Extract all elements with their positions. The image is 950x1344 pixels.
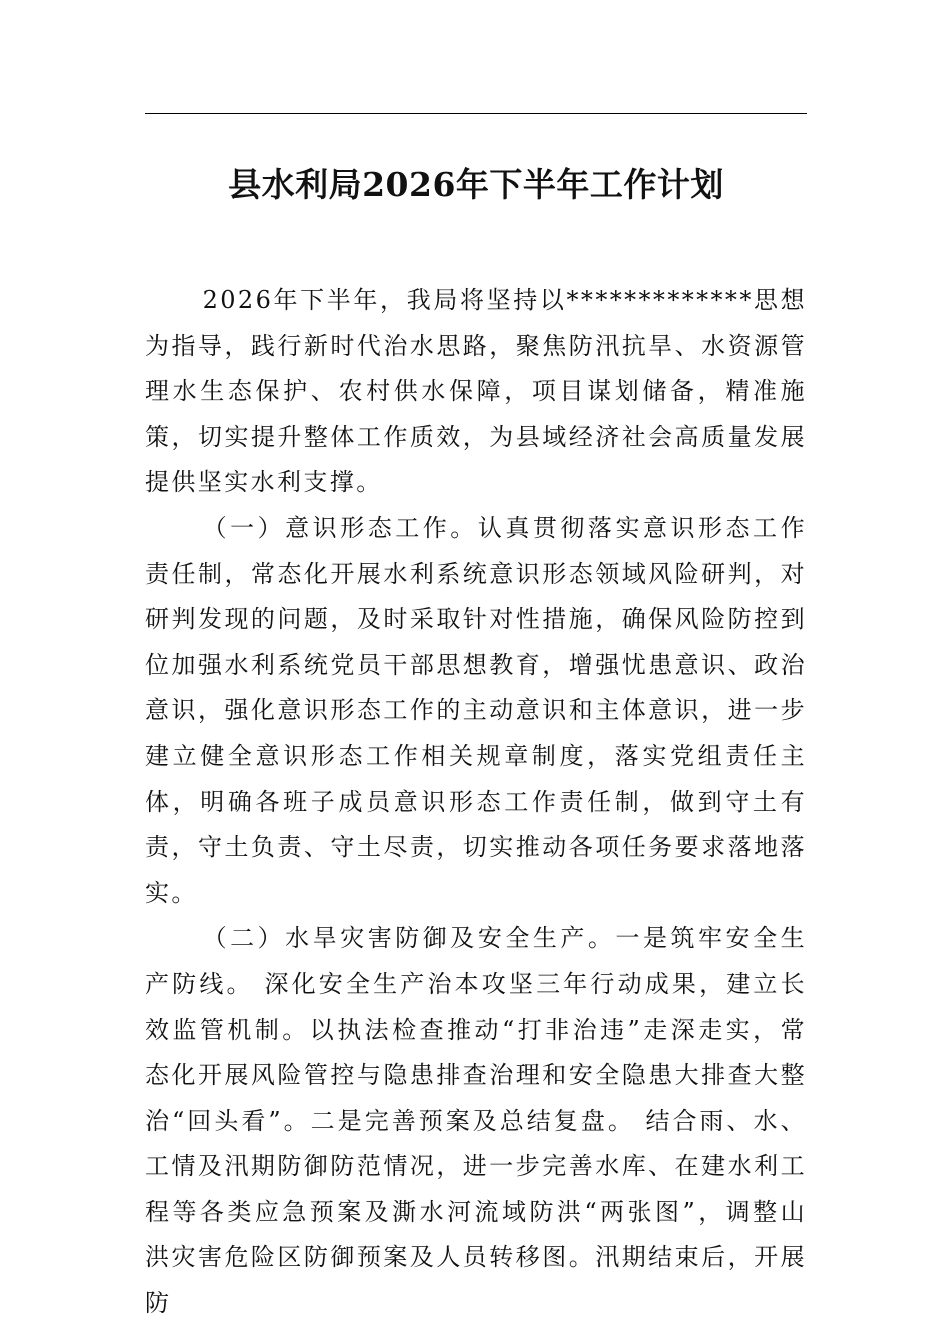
paragraph-intro <box>145 278 807 506</box>
paragraph-text: 认真贯彻落实意识形态工作责任制，常态化开展水利系统意识形态领域风险研判，对研判发现的问题，及时采取针对性措施，确保风险防控到位加强水利系统党员干部思想教育，增强忧患意识、政治意识，强化意识形态工作的主动意识和主体意识，进一步建立健全意识形态工作相关规章制度，落实党组责任主体，明确各班子成员意识形态工作责任制，做到守土有责，守土负责、守土尽责，切实推动各项任务要求落地落实。 <box>145 513 807 907</box>
paragraph-text: 2026年下半年，我局将坚持以*************思想为指导，践行新时代治水思路，聚焦防汛抗旱、水资源管理水生态保护、农村供水保障，项目谋划储备，精准施策，切实提升整体工作质效，为县域经济社会高质量发展提供坚实水利支撑。 <box>145 286 807 497</box>
paragraph-text: 一是筑牢安全生产防线。 深化安全生产治本攻坚三年行动成果，建立长效监管机制。以执法检查推动“打非治违”走深走实，常态化开展风险管控与隐患排查治理和安全隐患大排查大整治“回头看”。二是完善预案及总结复盘。 结合雨、水、工情及汛期防御防范情况，进一步完善水库、在建水利工程等各类应急预案及澌水河流域防洪“两张图”，调整山洪灾害危险区防御预案及人员转移图。汛期结束后，开展防 <box>145 924 807 1318</box>
header-rule <box>145 113 807 114</box>
section-heading: （一）意识形态工作。 <box>202 513 478 542</box>
paragraph-disaster-defense <box>145 916 807 1326</box>
section-heading: （二）水旱灾害防御及安全生产。 <box>202 924 616 953</box>
paragraph-ideology-work <box>145 506 807 916</box>
document-body <box>145 278 807 1327</box>
document-title: 县水利局2026年下半年工作计划 <box>228 165 724 204</box>
